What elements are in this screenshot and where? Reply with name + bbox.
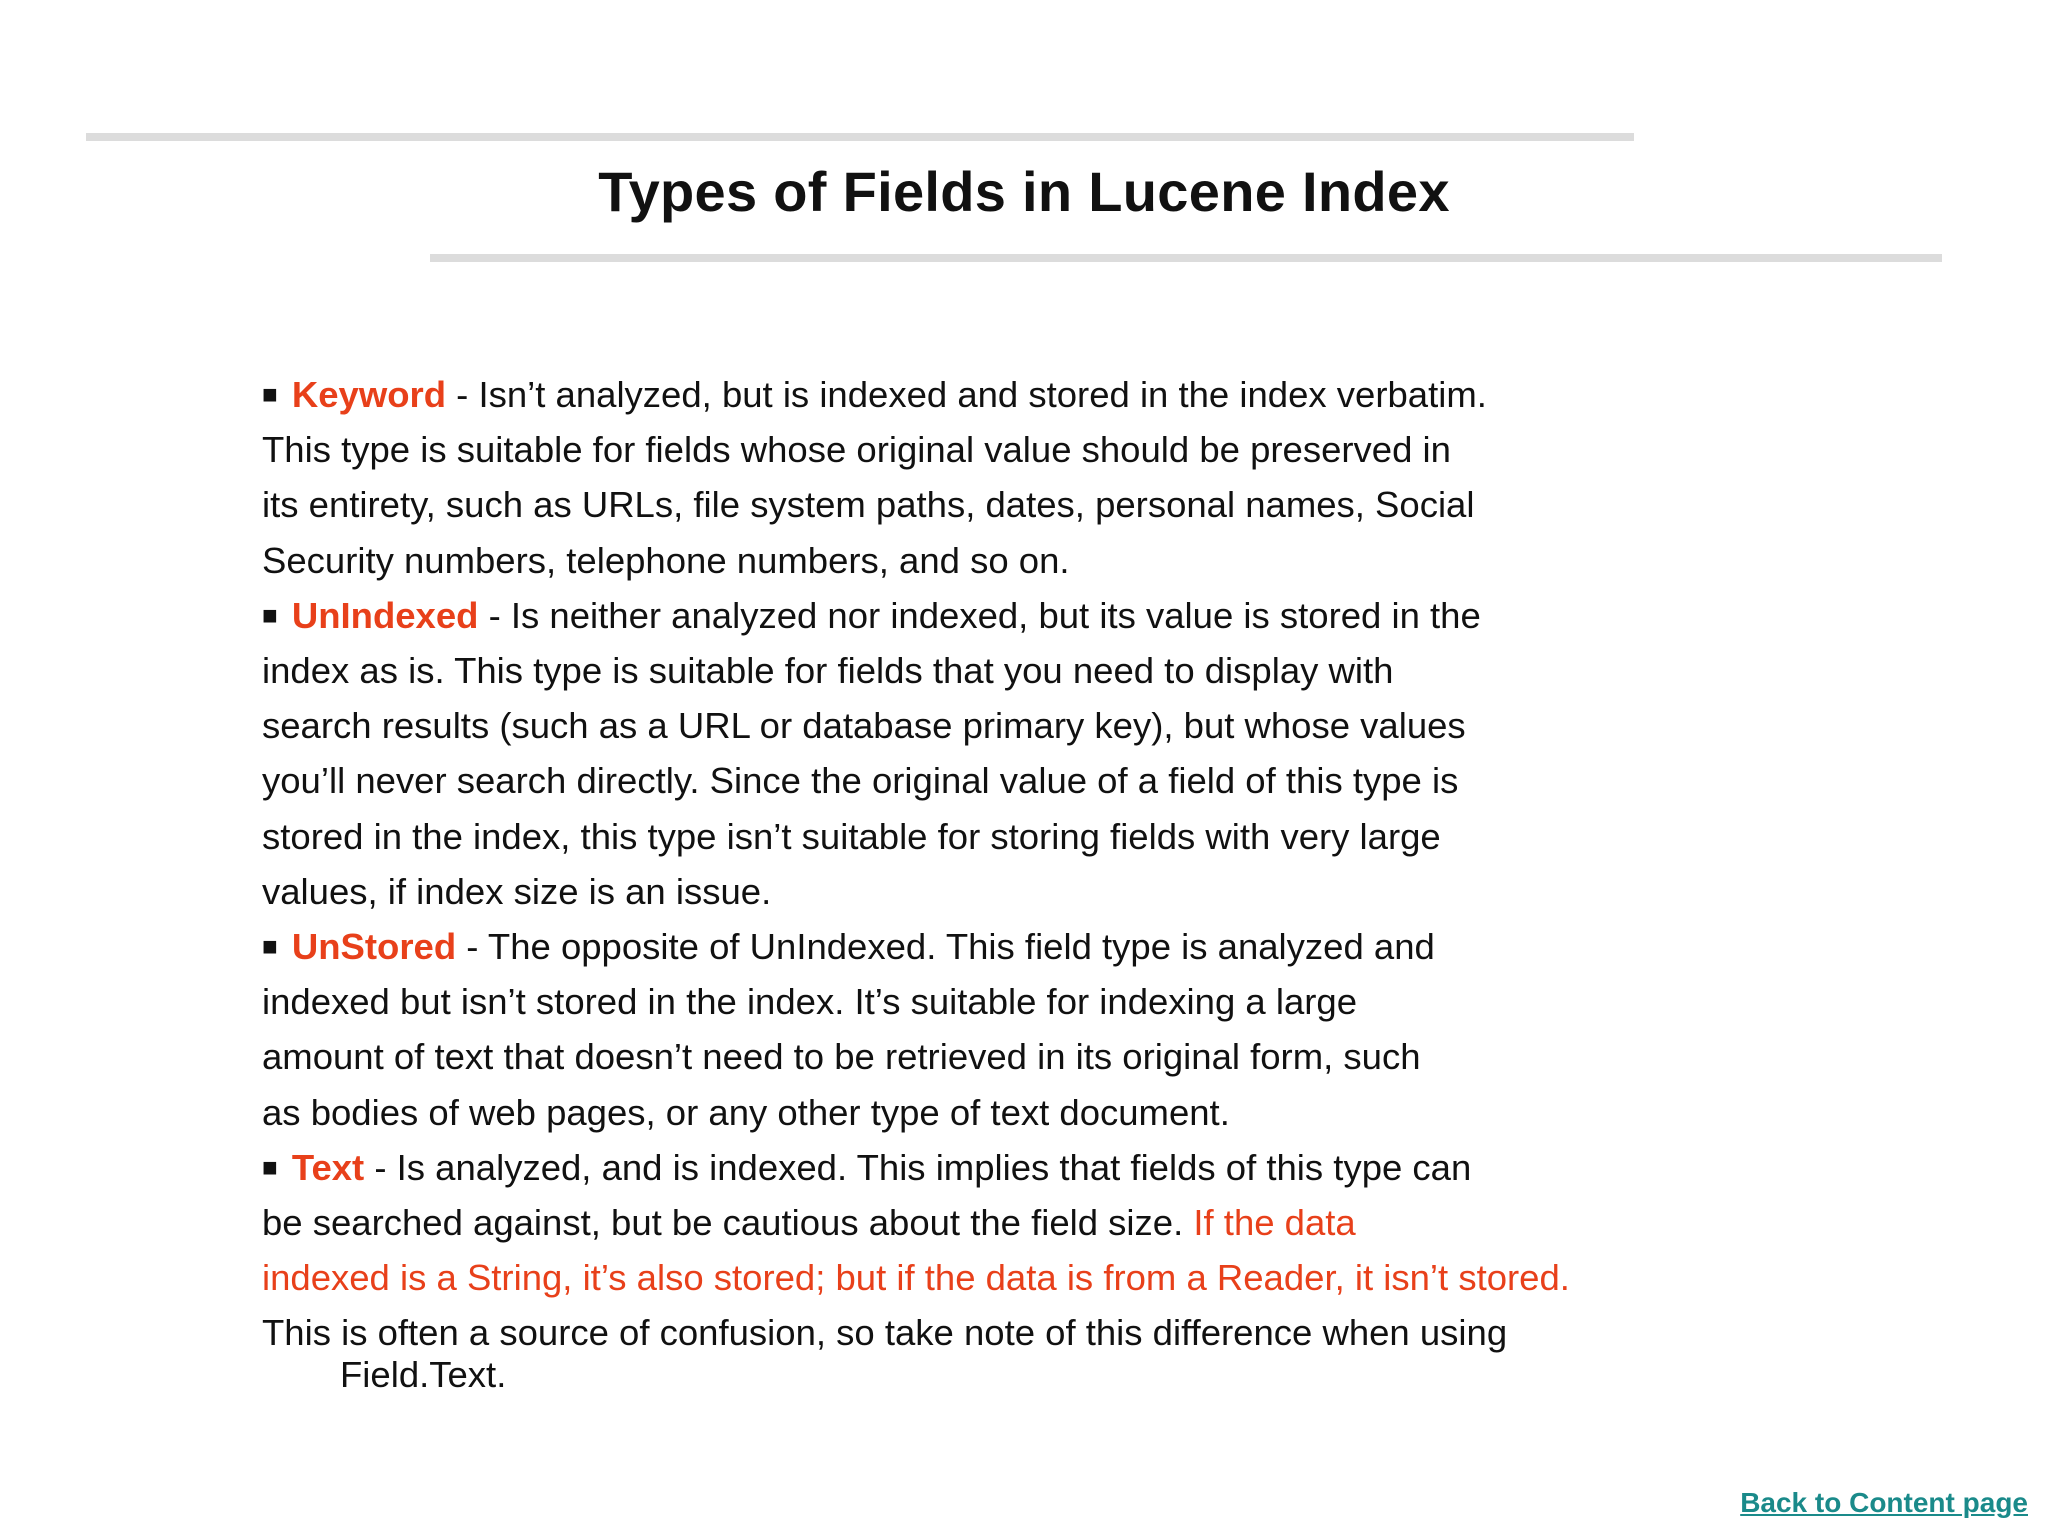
list-item-text [262, 1140, 1752, 1195]
item-line: you’ll never search directly. Since the original value of a field of this type is [262, 760, 1459, 802]
item-line: its entirety, such as URLs, file system paths, dates, personal names, Social [262, 484, 1475, 526]
item-text: - The opposite of UnIndexed. This field type is analyzed and [456, 926, 1435, 968]
highlight-line: indexed is a String, it’s also stored; but if the data is from a Reader, it isn’t stored. [262, 1257, 1570, 1299]
slide-title: Types of Fields in Lucene Index [598, 160, 1450, 223]
list-item-unstored [262, 919, 1752, 974]
item-text: - Is analyzed, and is indexed. This implies that fields of this type can [364, 1146, 1472, 1188]
item-line: index as is. This type is suitable for fields that you need to display with [262, 650, 1394, 692]
term-text: Text [291, 1146, 365, 1188]
item-line: stored in the index, this type isn’t suitable for storing fields with very large [262, 815, 1441, 857]
item-text: - Is neither analyzed nor indexed, but its value is stored in the [478, 594, 1481, 636]
item-text: - Isn’t analyzed, but is indexed and stored in the index verbatim. [446, 374, 1487, 415]
item-line: This is often a source of confusion, so take note of this difference when using [262, 1312, 1508, 1354]
item-line: amount of text that doesn’t need to be retrieved in its original form, such [262, 1036, 1421, 1078]
item-line: as bodies of web pages, or any other type of text document. [262, 1091, 1230, 1133]
list-item-keyword [262, 367, 1752, 422]
item-line: search results (such as a URL or database primary key), but whose values [262, 705, 1466, 747]
term-keyword: Keyword [291, 374, 447, 415]
bullet-icon: ■ [262, 599, 278, 630]
item-line: Security numbers, telephone numbers, and so on. [262, 539, 1070, 581]
term-unstored: UnStored [291, 926, 457, 968]
back-to-content-link[interactable]: Back to Content page [1740, 1487, 2028, 1518]
highlight-text: If the data [1193, 1202, 1356, 1244]
item-line: This type is suitable for fields whose original value should be preserved in [262, 429, 1451, 471]
bullet-icon: ■ [262, 931, 278, 962]
item-line [262, 1195, 1752, 1250]
list-item-unindexed [262, 588, 1752, 643]
item-line-indented: Field.Text. [340, 1353, 507, 1395]
bullet-icon: ■ [262, 1151, 278, 1182]
title-rule-top [86, 133, 1634, 141]
bullet-icon: ■ [262, 379, 278, 409]
title-rule-bottom [430, 254, 1942, 262]
slide-body [262, 367, 1752, 1395]
term-unindexed: UnIndexed [291, 594, 479, 636]
item-line: indexed but isn’t stored in the index. It’s suitable for indexing a large [262, 981, 1357, 1023]
item-line: values, if index size is an issue. [262, 870, 772, 912]
item-text: be searched against, but be cautious about the field size. [262, 1202, 1194, 1244]
